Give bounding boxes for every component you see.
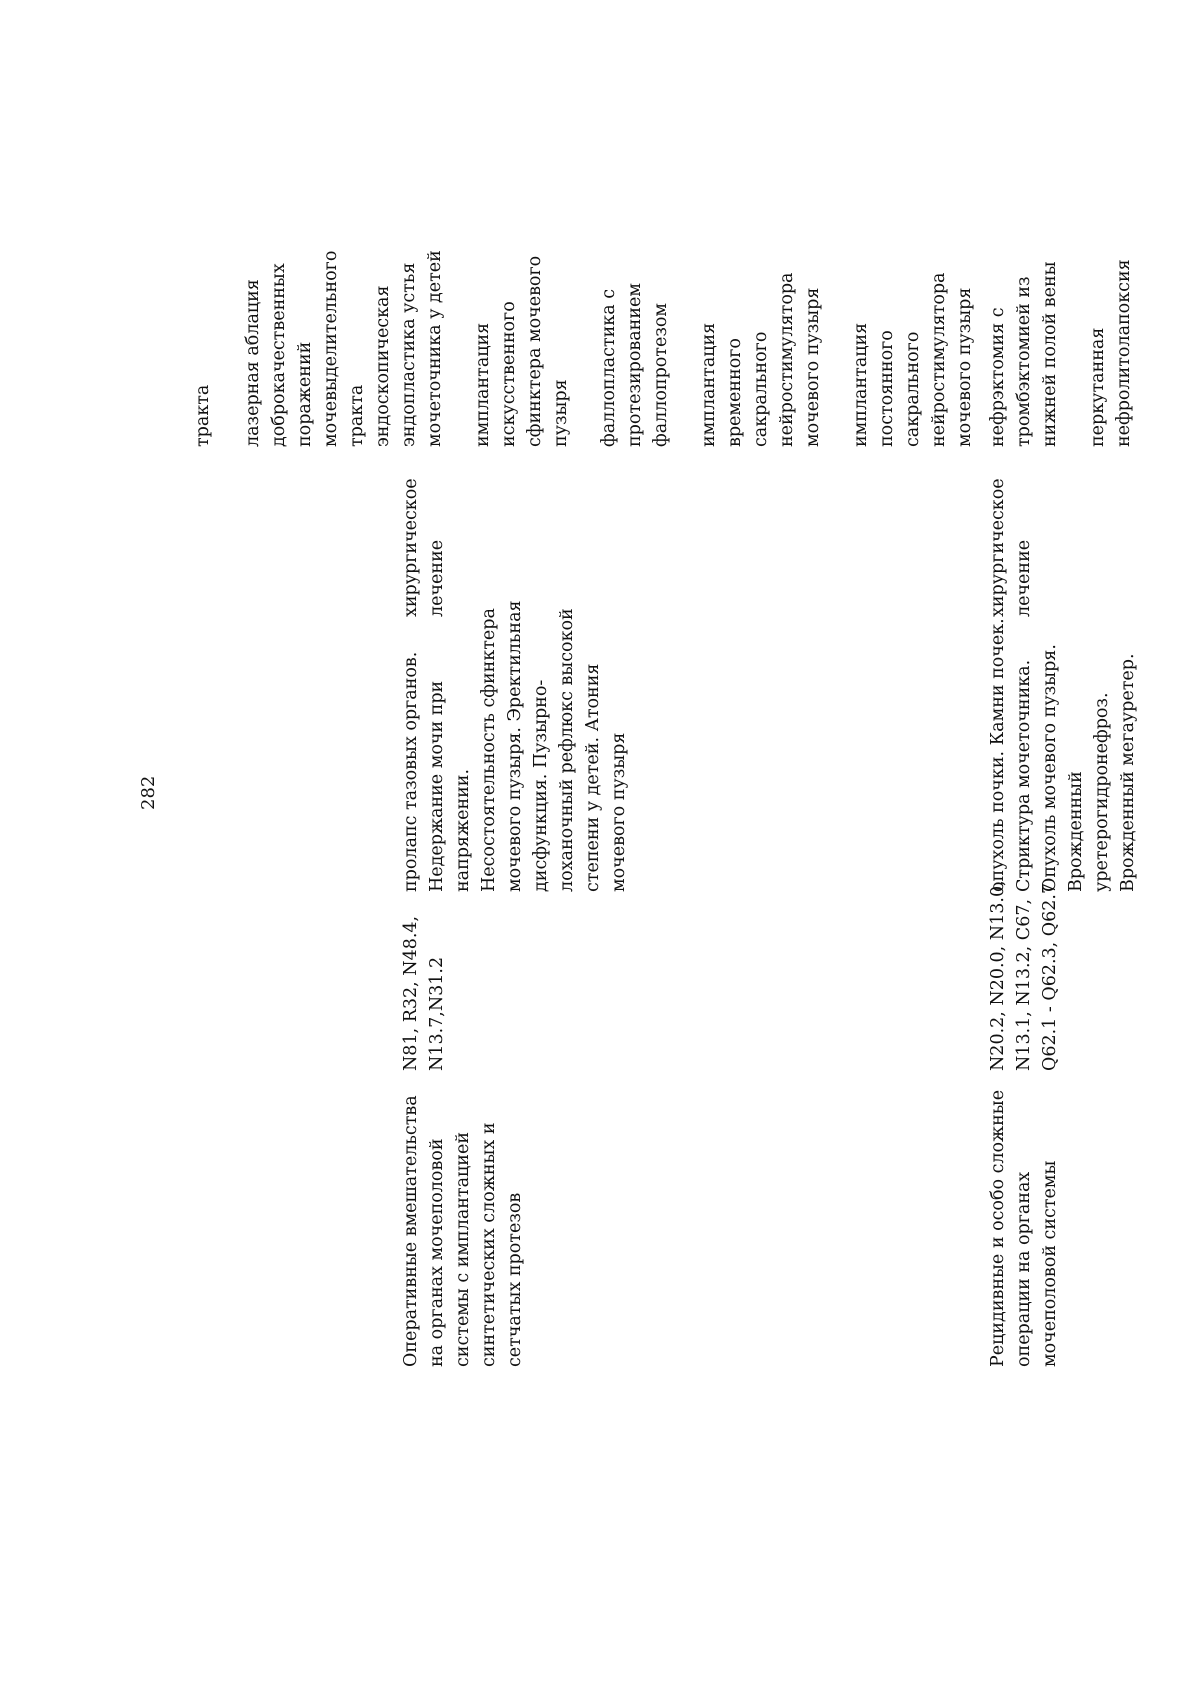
row1-model-line: Несостоятельность сфинктера (479, 608, 499, 892)
row2-name-line: Рецидивные и особо сложные (988, 1089, 1008, 1367)
method-line: мочевого пузыря (803, 287, 823, 447)
row1-codes-line: N81, R32, N48.4, (401, 915, 421, 1071)
row1-model-line: дисфункция. Пузырно- (531, 679, 551, 892)
method-line: тракта (347, 384, 367, 447)
row1-treatment-line: лечение (427, 539, 447, 617)
method-line: мочевого пузыря (955, 287, 975, 447)
row1-model-line: напряжении. (453, 768, 473, 892)
row1-name-line: синтетических сложных и (479, 1122, 499, 1367)
row2-treatment (985, 478, 1037, 617)
method-line: доброкачественных (269, 263, 289, 447)
row1-methods (240, 250, 978, 447)
method-line: мочевыделительного (321, 250, 341, 447)
row2-model-line: Опухоль мочевого пузыря. (1040, 644, 1060, 892)
method-line: нижней полой вены (1040, 261, 1060, 447)
row2-codes-line: Q62.1 - Q62.3, Q62.7 (1040, 882, 1060, 1071)
row2-name (985, 1090, 1063, 1367)
row1-name (398, 1095, 528, 1367)
row2-codes-line: N20.2, N20.0, N13.0, (988, 880, 1008, 1071)
row2-treatment-line: хирургическое (988, 478, 1008, 617)
row2-model-line: Врожденный мегауретер. (1118, 653, 1138, 892)
method-line: нейростимулятора (929, 272, 949, 447)
row2-model-line: опухоль почки. Камни почек. (988, 618, 1008, 892)
row1-name-line: системы с имплантацией (453, 1132, 473, 1367)
method-line: временного (725, 338, 745, 447)
method-line: лазерная аблация (243, 279, 263, 447)
method-gap (448, 250, 470, 447)
row1-name-line: на органах мочеполовой (427, 1138, 447, 1367)
page-number: 282 (138, 775, 159, 810)
method-line: сфинктера мочевого (525, 255, 545, 447)
method-line: эндопластика устья (399, 262, 419, 447)
row1-model-line: пролапс тазовых органов. (401, 651, 421, 892)
method-line: имплантация (851, 322, 871, 447)
method-line: сакрального (751, 331, 771, 447)
method-line: нейростимулятора (777, 272, 797, 447)
row1-model-line: лоханочный рефлюкс высокой (557, 608, 577, 892)
row2-codes-line: N13.1, N13.2, C67, (1014, 898, 1034, 1071)
row2-name-line: мочеполовой системы (1040, 1160, 1060, 1367)
row1-codes-line: N13.7,N31.2 (427, 956, 447, 1071)
method-line: пузыря (551, 379, 571, 447)
method-prev-continuation (190, 385, 216, 447)
method-line: эндоскопическая (373, 285, 393, 447)
row1-model-line: Недержание мочи при (427, 680, 447, 892)
row1-model-line: мочевого пузыря (609, 732, 629, 892)
row1-name-line: Оперативные вмешательства (401, 1095, 421, 1367)
row1-model (398, 600, 632, 892)
row1-name-line: сетчатых протезов (505, 1192, 525, 1367)
method-line: имплантация (473, 322, 493, 447)
row1-treatment-line: хирургическое (401, 478, 421, 617)
row2-model-line: Стриктура мочеточника. (1014, 659, 1034, 892)
row1-treatment (398, 478, 450, 617)
method-line: искусственного (499, 301, 519, 447)
row2-treatment-line: лечение (1014, 539, 1034, 617)
method-line: мочеточника у детей (425, 250, 445, 447)
method-gap (826, 250, 848, 447)
row1-codes (398, 916, 450, 1071)
row2-methods (985, 259, 1137, 447)
row1-model-line: мочевого пузыря. Эректильная (505, 600, 525, 892)
method-line: нефрэктомия с (988, 307, 1008, 447)
row2-model-line: уретерогидронефроз. (1092, 692, 1112, 892)
method-gap (674, 250, 696, 447)
row1-model-line: степени у детей. Атония (583, 663, 603, 892)
method-line: фаллопластика с (599, 289, 619, 447)
method-gap (1063, 259, 1085, 447)
row2-name-line: операции на органах (1014, 1171, 1034, 1367)
method-line: перкутанная (1088, 327, 1108, 447)
method-line: поражений (295, 341, 315, 447)
method-line: тракта (193, 384, 213, 447)
method-line: сакрального (903, 331, 923, 447)
method-line: фаллопротезом (651, 302, 671, 447)
method-gap (574, 250, 596, 447)
row2-codes (985, 880, 1063, 1071)
row2-model (985, 618, 1141, 892)
row2-model-line: Врожденный (1066, 771, 1086, 892)
method-line: нефролитолапоксия (1114, 259, 1134, 447)
method-line: постоянного (877, 330, 897, 447)
method-line: протезированием (625, 283, 645, 447)
method-line: тромбэктомией из (1014, 276, 1034, 447)
method-line: имплантация (699, 322, 719, 447)
